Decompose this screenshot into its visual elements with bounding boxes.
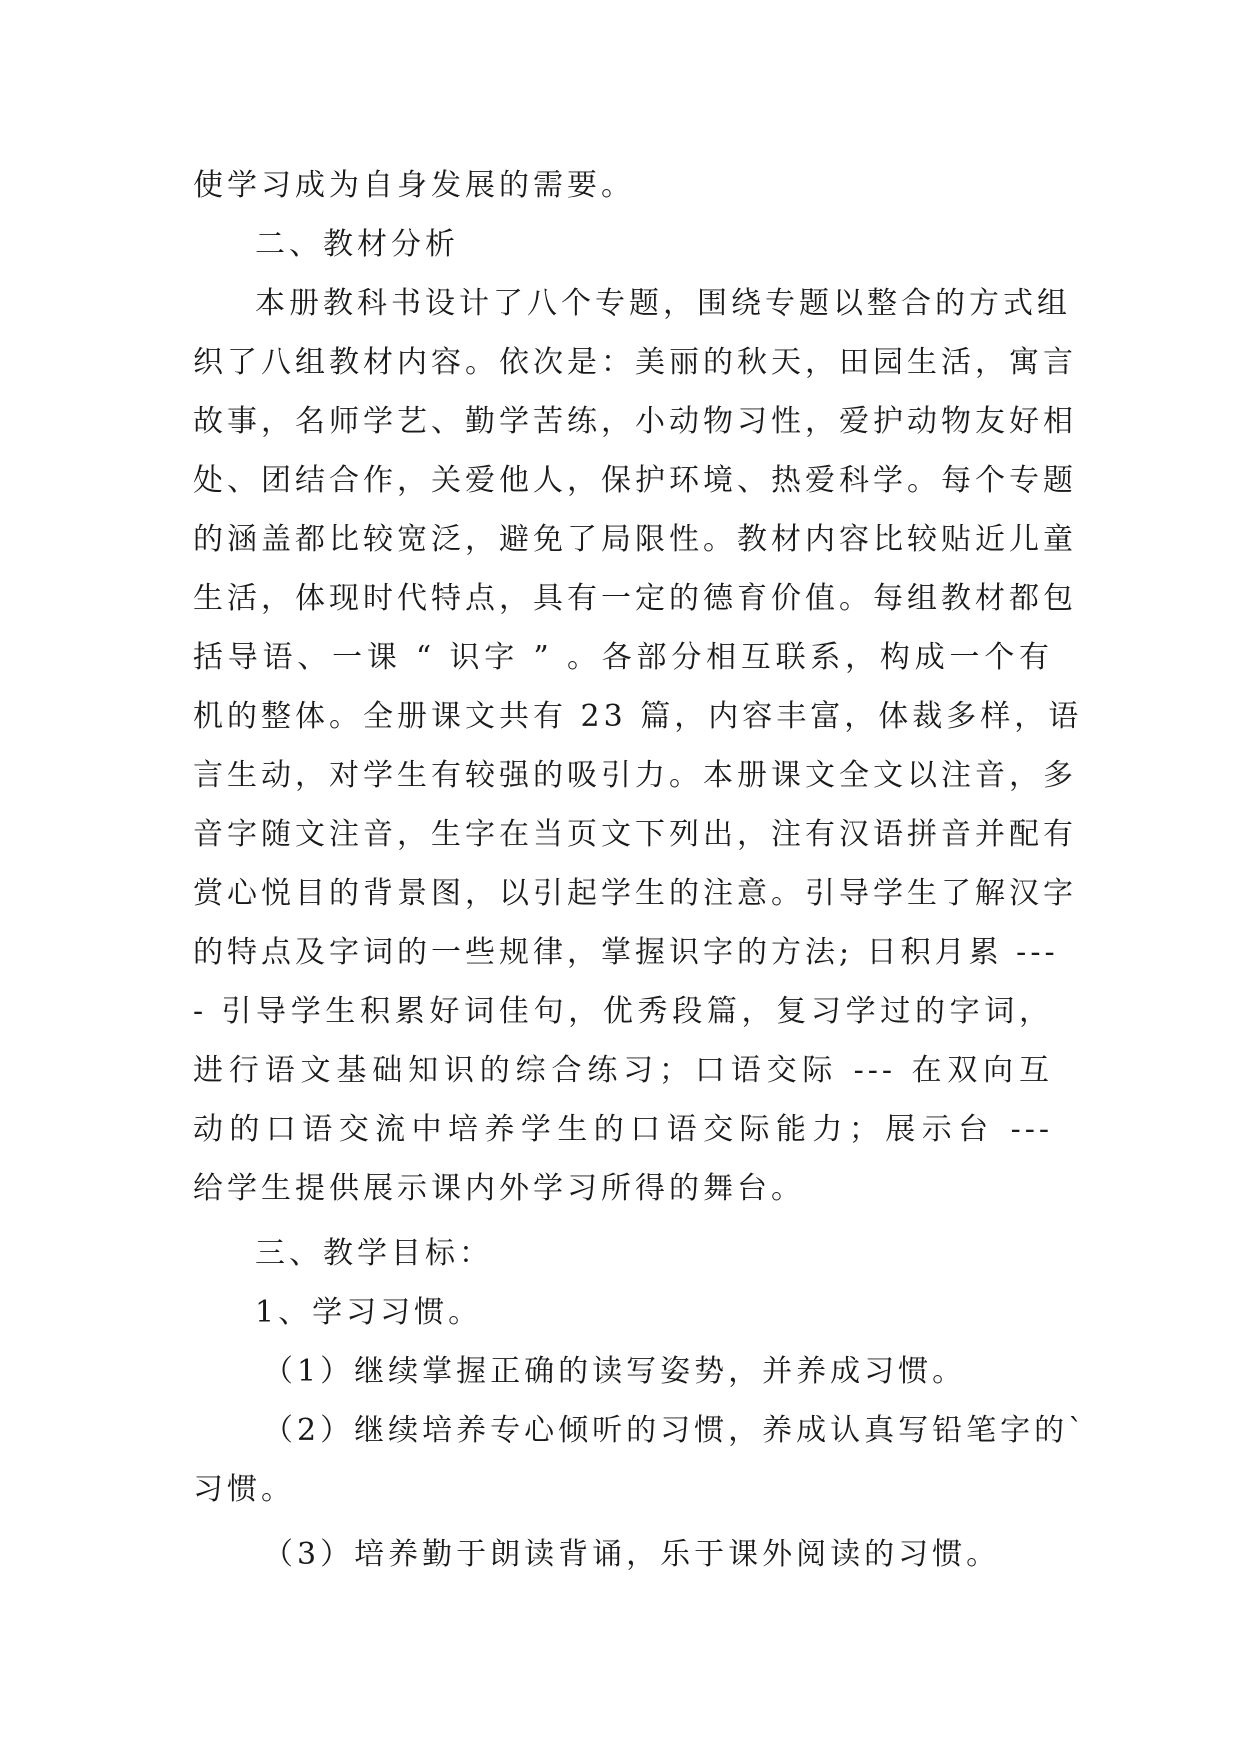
paragraph-line: 机的整体。全册课文共有 23 篇，内容丰富，体裁多样，语: [193, 699, 1083, 734]
paragraph-line: 音字随文注音，生字在当页文下列出，注有汉语拼音并配有: [193, 817, 1077, 852]
paragraph-line: 赏心悦目的背景图，以引起学生的注意。引导学生了解汉字: [193, 876, 1077, 911]
paragraph-line: 织了八组教材内容。依次是：美丽的秋天，田园生活，寓言: [193, 345, 1077, 380]
subsection-heading: 1、学习习惯。: [255, 1295, 483, 1330]
list-item-continuation: 习惯。: [193, 1472, 295, 1507]
paragraph-line: 使学习成为自身发展的需要。: [193, 168, 635, 203]
paragraph-line: 言生动，对学生有较强的吸引力。本册课文全文以注音，多: [193, 758, 1077, 793]
paragraph-line: 的涵盖都比较宽泛，避免了局限性。教材内容比较贴近儿童: [193, 522, 1077, 557]
paragraph-line: 生活，体现时代特点，具有一定的德育价值。每组教材都包: [193, 581, 1077, 616]
list-item: （3）培养勤于朗读背诵，乐于课外阅读的习惯。: [263, 1537, 1001, 1572]
section-heading: 三、教学目标：: [255, 1236, 493, 1271]
paragraph-line: 动的口语交流中培养学生的口语交际能力；展示台 ---: [193, 1112, 1053, 1147]
paragraph-line: 的特点及字词的一些规律，掌握识字的方法; 日积月累 ---: [193, 935, 1059, 970]
paragraph-line: 故事，名师学艺、勤学苦练，小动物习性，爱护动物友好相: [193, 404, 1077, 439]
paragraph-line: 进行语文基础知识的综合练习；口语交际 --- 在双向互: [193, 1053, 1053, 1088]
paragraph-line: 给学生提供展示课内外学习所得的舞台。: [193, 1171, 805, 1206]
body-text: [193, 156, 1088, 1584]
paragraph-line: 括导语、一课 “ 识字 ” 。各部分相互联系，构成一个有: [193, 640, 1053, 675]
list-item: （1）继续掌握正确的读写姿势，并养成习惯。: [263, 1354, 967, 1389]
paragraph-line: 处、团结合作，关爱他人，保护环境、热爱科学。每个专题: [193, 463, 1077, 498]
section-heading: 二、教材分析: [255, 227, 459, 262]
list-item: （2）继续培养专心倾听的习惯，养成认真写铅笔字的`: [263, 1413, 1088, 1448]
paragraph-line: - 引导学生积累好词佳句，优秀段篇，复习学过的字词，: [193, 994, 1053, 1029]
paragraph-line: 本册教科书设计了八个专题，围绕专题以整合的方式组: [255, 286, 1071, 321]
